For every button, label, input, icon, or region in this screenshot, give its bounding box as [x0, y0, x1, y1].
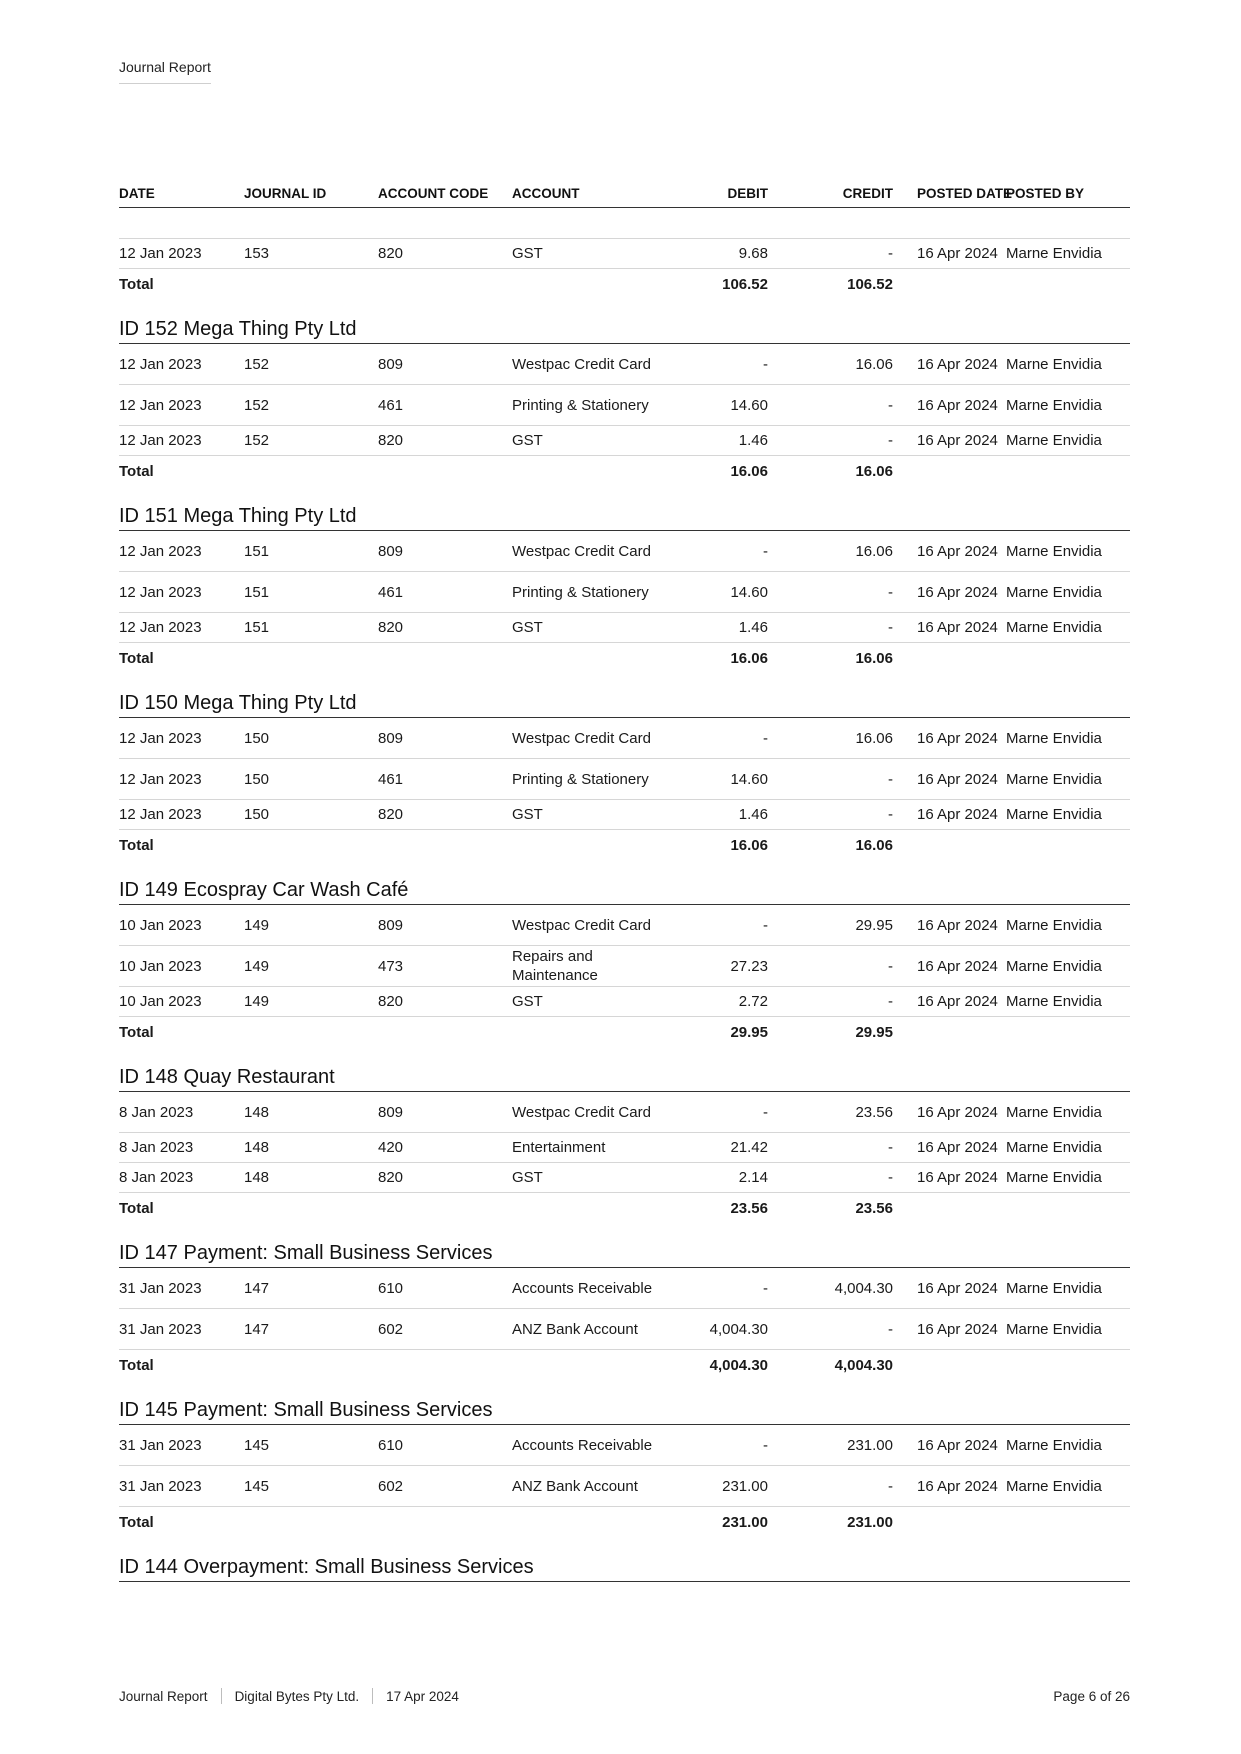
journal-group [119, 691, 1130, 860]
cell-account: Printing & Stationery [512, 770, 649, 788]
cell-posted-date: 16 Apr 2024 [917, 957, 998, 975]
total-row [119, 1507, 1130, 1537]
cell-date: 31 Jan 2023 [119, 1477, 202, 1495]
total-row [119, 643, 1130, 673]
total-row [119, 830, 1130, 860]
cell-posted-date: 16 Apr 2024 [917, 396, 998, 414]
total-row [119, 1193, 1130, 1223]
total-credit: 106.52 [847, 275, 893, 293]
cell-debit: - [763, 355, 768, 373]
cell-account-code: 820 [378, 432, 404, 449]
total-debit: 29.95 [730, 1023, 768, 1041]
cell-posted-by: Marne Envidia [1006, 729, 1102, 747]
cell-credit: 4,004.30 [834, 1279, 893, 1297]
cell-account: GST [512, 432, 543, 449]
continued-journal-section [119, 239, 1130, 299]
cell-journal-id: 145 [244, 1477, 270, 1495]
table-row [119, 344, 1130, 385]
cell-journal-id: 148 [244, 1103, 270, 1121]
table-row [119, 987, 1130, 1017]
cell-date: 31 Jan 2023 [119, 1320, 202, 1338]
cell-journal-id: 148 [244, 1139, 270, 1156]
cell-account: Westpac Credit Card [512, 1103, 651, 1121]
total-debit: 106.52 [722, 275, 768, 293]
cell-account-code: 809 [378, 355, 404, 373]
cell-debit: - [763, 542, 768, 560]
table-row [119, 531, 1130, 572]
cell-date: 12 Jan 2023 [119, 432, 202, 449]
column-header-account: ACCOUNT [512, 186, 580, 201]
cell-journal-id: 147 [244, 1279, 270, 1297]
cell-credit: 16.06 [855, 542, 893, 560]
cell-account-code: 461 [378, 583, 404, 601]
cell-account: Westpac Credit Card [512, 729, 651, 747]
column-header-row [119, 180, 1130, 208]
cell-date: 8 Jan 2023 [119, 1169, 194, 1186]
cell-account-code: 809 [378, 542, 404, 560]
cell-debit: 27.23 [730, 957, 768, 975]
cell-posted-date: 16 Apr 2024 [917, 583, 998, 601]
cell-account: GST [512, 245, 543, 262]
cell-posted-date: 16 Apr 2024 [917, 1436, 998, 1454]
cell-posted-by: Marne Envidia [1006, 355, 1102, 373]
cell-account-code: 809 [378, 1103, 404, 1121]
total-label: Total [119, 836, 154, 854]
cell-account: Accounts Receivable [512, 1436, 653, 1454]
journal-group-title: ID 150 Mega Thing Pty Ltd [119, 691, 1130, 718]
cell-date: 31 Jan 2023 [119, 1279, 202, 1297]
cell-posted-date: 16 Apr 2024 [917, 1103, 998, 1121]
cell-account-code: 820 [378, 245, 404, 262]
total-credit: 23.56 [855, 1199, 893, 1217]
footer-page-number: Page 6 of 26 [1053, 1688, 1130, 1704]
cell-account-code: 602 [378, 1477, 404, 1495]
table-row [119, 946, 1130, 987]
cell-posted-date: 16 Apr 2024 [917, 916, 998, 934]
cell-posted-by: Marne Envidia [1006, 619, 1102, 636]
cell-account-code: 820 [378, 806, 404, 823]
cell-posted-date: 16 Apr 2024 [917, 432, 998, 449]
total-credit: 4,004.30 [834, 1356, 893, 1374]
journal-group [119, 1555, 1130, 1582]
cell-posted-by: Marne Envidia [1006, 1436, 1102, 1454]
cell-date: 10 Jan 2023 [119, 957, 202, 975]
cell-account-code: 473 [378, 957, 404, 975]
cell-journal-id: 150 [244, 770, 270, 788]
total-debit: 16.06 [730, 836, 768, 854]
total-debit: 4,004.30 [709, 1356, 768, 1374]
page-footer [119, 1688, 1130, 1704]
footer-date: 17 Apr 2024 [386, 1688, 459, 1704]
total-row [119, 456, 1130, 486]
cell-date: 31 Jan 2023 [119, 1436, 202, 1454]
table-row [119, 905, 1130, 946]
cell-posted-by: Marne Envidia [1006, 1103, 1102, 1121]
column-header-journal-id: JOURNAL ID [244, 186, 327, 201]
cell-account: GST [512, 993, 543, 1010]
cell-account-code: 461 [378, 396, 404, 414]
cell-date: 12 Jan 2023 [119, 729, 202, 747]
journal-group-title: ID 144 Overpayment: Small Business Services [119, 1555, 1130, 1582]
cell-debit: 1.46 [738, 619, 768, 636]
column-header-date: DATE [119, 186, 155, 201]
cell-journal-id: 151 [244, 583, 270, 601]
total-row [119, 1017, 1130, 1047]
cell-credit: - [888, 619, 893, 636]
cell-debit: - [763, 916, 768, 934]
column-header-credit: CREDIT [842, 186, 893, 201]
cell-credit: 231.00 [847, 1436, 893, 1454]
cell-credit: - [888, 1139, 893, 1156]
cell-date: 12 Jan 2023 [119, 396, 202, 414]
cell-posted-by: Marne Envidia [1006, 542, 1102, 560]
table-row [119, 239, 1130, 269]
total-debit: 23.56 [730, 1199, 768, 1217]
cell-account-code: 420 [378, 1139, 404, 1156]
cell-journal-id: 151 [244, 619, 270, 636]
cell-date: 8 Jan 2023 [119, 1103, 194, 1121]
table-row [119, 1163, 1130, 1193]
cell-debit: 14.60 [730, 583, 768, 601]
cell-account: Accounts Receivable [512, 1279, 653, 1297]
cell-posted-by: Marne Envidia [1006, 1139, 1102, 1156]
cell-debit: 4,004.30 [709, 1320, 768, 1338]
column-header-debit: DEBIT [727, 186, 768, 201]
journal-group [119, 1241, 1130, 1380]
cell-posted-date: 16 Apr 2024 [917, 355, 998, 373]
cell-posted-by: Marne Envidia [1006, 957, 1102, 975]
cell-credit: 23.56 [855, 1103, 893, 1121]
cell-account: GST [512, 806, 543, 823]
cell-credit: - [888, 993, 893, 1010]
cell-posted-date: 16 Apr 2024 [917, 1169, 998, 1186]
cell-date: 12 Jan 2023 [119, 806, 202, 823]
journal-group-title: ID 149 Ecospray Car Wash Café [119, 878, 1130, 905]
total-label: Total [119, 1356, 154, 1374]
journal-group-title: ID 145 Payment: Small Business Services [119, 1398, 1130, 1425]
journal-group [119, 504, 1130, 673]
total-debit: 231.00 [722, 1513, 768, 1531]
cell-account-code: 820 [378, 993, 404, 1010]
cell-credit: 29.95 [855, 916, 893, 934]
cell-account: ANZ Bank Account [512, 1477, 638, 1495]
cell-posted-by: Marne Envidia [1006, 770, 1102, 788]
cell-debit: 14.60 [730, 396, 768, 414]
cell-posted-by: Marne Envidia [1006, 1279, 1102, 1297]
cell-posted-date: 16 Apr 2024 [917, 542, 998, 560]
total-label: Total [119, 462, 154, 480]
cell-posted-by: Marne Envidia [1006, 432, 1102, 449]
journal-report-table [119, 180, 1130, 1582]
cell-journal-id: 153 [244, 245, 270, 262]
cell-credit: - [888, 1320, 893, 1338]
column-header-posted-by: POSTED BY [1006, 186, 1085, 201]
cell-journal-id: 149 [244, 993, 270, 1010]
cell-date: 12 Jan 2023 [119, 355, 202, 373]
cell-account-code: 602 [378, 1320, 404, 1338]
cell-posted-date: 16 Apr 2024 [917, 245, 998, 262]
cell-debit: 231.00 [722, 1477, 768, 1495]
cell-account-code: 820 [378, 619, 404, 636]
cell-account-code: 610 [378, 1279, 404, 1297]
cell-debit: 1.46 [738, 806, 768, 823]
cell-credit: 16.06 [855, 729, 893, 747]
cell-debit: - [763, 1279, 768, 1297]
cell-date: 12 Jan 2023 [119, 770, 202, 788]
cell-debit: 14.60 [730, 770, 768, 788]
cell-posted-by: Marne Envidia [1006, 396, 1102, 414]
cell-journal-id: 150 [244, 806, 270, 823]
cell-posted-date: 16 Apr 2024 [917, 1477, 998, 1495]
page-header-title: Journal Report [119, 59, 211, 84]
journal-group [119, 1065, 1130, 1223]
cell-debit: 21.42 [730, 1139, 768, 1156]
total-row [119, 1350, 1130, 1380]
cell-account: Westpac Credit Card [512, 355, 651, 373]
cell-posted-date: 16 Apr 2024 [917, 806, 998, 823]
table-spacer [119, 208, 1130, 239]
total-debit: 16.06 [730, 462, 768, 480]
cell-date: 12 Jan 2023 [119, 542, 202, 560]
cell-credit: - [888, 396, 893, 414]
cell-date: 12 Jan 2023 [119, 245, 202, 262]
total-label: Total [119, 1199, 154, 1217]
total-label: Total [119, 275, 154, 293]
table-row [119, 572, 1130, 613]
cell-posted-by: Marne Envidia [1006, 806, 1102, 823]
cell-account-code: 820 [378, 1169, 404, 1186]
cell-posted-by: Marne Envidia [1006, 916, 1102, 934]
cell-journal-id: 152 [244, 432, 270, 449]
cell-account-code: 610 [378, 1436, 404, 1454]
footer-company: Digital Bytes Pty Ltd. [234, 1688, 360, 1704]
journal-group-title: ID 148 Quay Restaurant [119, 1065, 1130, 1092]
total-label: Total [119, 1023, 154, 1041]
table-row [119, 800, 1130, 830]
cell-journal-id: 152 [244, 396, 270, 414]
table-row [119, 385, 1130, 426]
cell-account: Printing & Stationery [512, 396, 649, 414]
cell-credit: - [888, 245, 893, 262]
cell-debit: - [763, 729, 768, 747]
cell-debit: 9.68 [738, 245, 768, 262]
cell-credit: 16.06 [855, 355, 893, 373]
cell-posted-by: Marne Envidia [1006, 1169, 1102, 1186]
cell-account: Entertainment [512, 1139, 606, 1156]
cell-account: Repairs and Maintenance [512, 948, 598, 984]
cell-posted-date: 16 Apr 2024 [917, 770, 998, 788]
cell-account-code: 461 [378, 770, 404, 788]
table-row [119, 1425, 1130, 1466]
journal-group [119, 878, 1130, 1047]
journal-group [119, 1398, 1130, 1537]
cell-journal-id: 149 [244, 916, 270, 934]
cell-account: ANZ Bank Account [512, 1320, 638, 1338]
footer-report-name: Journal Report [119, 1688, 208, 1704]
cell-journal-id: 152 [244, 355, 270, 373]
total-credit: 16.06 [855, 462, 893, 480]
cell-posted-by: Marne Envidia [1006, 583, 1102, 601]
cell-credit: - [888, 583, 893, 601]
total-credit: 231.00 [847, 1513, 893, 1531]
cell-date: 12 Jan 2023 [119, 583, 202, 601]
table-row [119, 426, 1130, 456]
table-row [119, 1133, 1130, 1163]
table-row [119, 1309, 1130, 1350]
cell-posted-by: Marne Envidia [1006, 1320, 1102, 1338]
cell-journal-id: 145 [244, 1436, 270, 1454]
journal-groups [119, 317, 1130, 1582]
cell-date: 10 Jan 2023 [119, 916, 202, 934]
cell-account-code: 809 [378, 916, 404, 934]
table-row [119, 1268, 1130, 1309]
cell-account: GST [512, 1169, 543, 1186]
cell-journal-id: 147 [244, 1320, 270, 1338]
cell-posted-date: 16 Apr 2024 [917, 1320, 998, 1338]
footer-separator [221, 1688, 222, 1704]
cell-posted-date: 16 Apr 2024 [917, 619, 998, 636]
total-credit: 16.06 [855, 836, 893, 854]
cell-posted-by: Marne Envidia [1006, 1477, 1102, 1495]
cell-credit: - [888, 957, 893, 975]
cell-credit: - [888, 432, 893, 449]
cell-debit: 2.14 [738, 1169, 768, 1186]
cell-posted-by: Marne Envidia [1006, 993, 1102, 1010]
table-row [119, 1092, 1130, 1133]
cell-posted-by: Marne Envidia [1006, 245, 1102, 262]
journal-group-title: ID 152 Mega Thing Pty Ltd [119, 317, 1130, 344]
cell-credit: - [888, 1169, 893, 1186]
cell-debit: - [763, 1436, 768, 1454]
journal-group-title: ID 151 Mega Thing Pty Ltd [119, 504, 1130, 531]
total-label: Total [119, 1513, 154, 1531]
cell-journal-id: 151 [244, 542, 270, 560]
cell-account: GST [512, 619, 543, 636]
cell-account: Westpac Credit Card [512, 916, 651, 934]
cell-posted-date: 16 Apr 2024 [917, 1139, 998, 1156]
cell-date: 8 Jan 2023 [119, 1139, 194, 1156]
cell-account: Printing & Stationery [512, 583, 649, 601]
cell-journal-id: 149 [244, 957, 270, 975]
table-row [119, 759, 1130, 800]
cell-credit: - [888, 1477, 893, 1495]
cell-account-code: 809 [378, 729, 404, 747]
total-credit: 29.95 [855, 1023, 893, 1041]
footer-separator [372, 1688, 373, 1704]
cell-debit: - [763, 1103, 768, 1121]
cell-date: 12 Jan 2023 [119, 619, 202, 636]
total-credit: 16.06 [855, 649, 893, 667]
cell-posted-date: 16 Apr 2024 [917, 993, 998, 1010]
cell-posted-date: 16 Apr 2024 [917, 729, 998, 747]
cell-credit: - [888, 770, 893, 788]
cell-journal-id: 148 [244, 1169, 270, 1186]
journal-group [119, 317, 1130, 486]
total-debit: 16.06 [730, 649, 768, 667]
total-row [119, 269, 1130, 299]
cell-debit: 1.46 [738, 432, 768, 449]
column-header-account-code: ACCOUNT CODE [378, 186, 489, 201]
column-header-posted-date: POSTED DATE [917, 186, 1013, 201]
cell-date: 10 Jan 2023 [119, 993, 202, 1010]
cell-journal-id: 150 [244, 729, 270, 747]
total-label: Total [119, 649, 154, 667]
table-row [119, 1466, 1130, 1507]
table-row [119, 718, 1130, 759]
table-row [119, 613, 1130, 643]
cell-credit: - [888, 806, 893, 823]
cell-debit: 2.72 [738, 993, 768, 1010]
cell-posted-date: 16 Apr 2024 [917, 1279, 998, 1297]
cell-account: Westpac Credit Card [512, 542, 651, 560]
journal-group-title: ID 147 Payment: Small Business Services [119, 1241, 1130, 1268]
